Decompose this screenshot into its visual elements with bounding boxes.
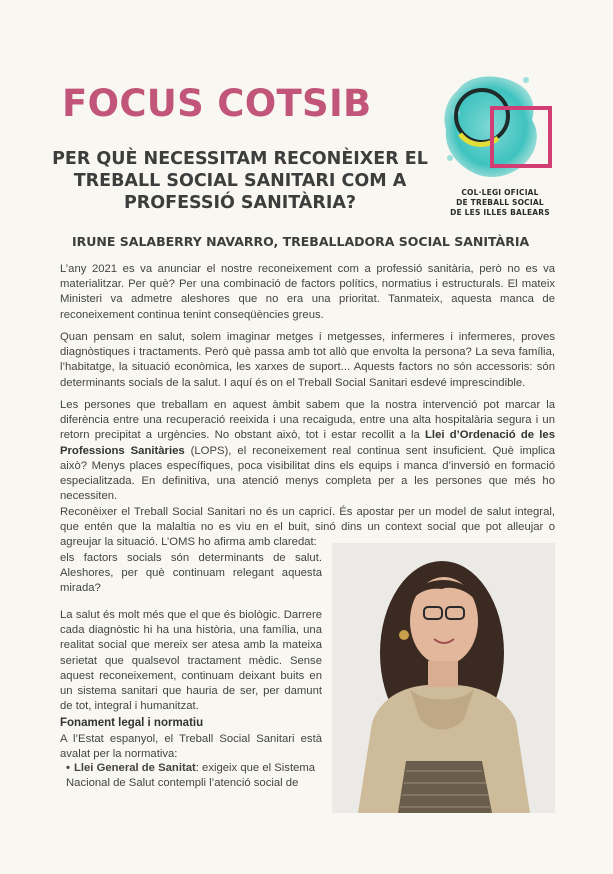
paragraph-1: L’any 2021 es va anunciar el nostre reconeixement com a professió sanitària, però no es va materialitzar. Per què? Per una combinació de factors polítics, normatius i estructurals. El mateix Ministeri va admetre aleshores que no era una prioritat. Tanmateix, aquesta manca de reconeixement continua tenint conseqüències greus. (60, 263, 555, 321)
paragraph-4: Reconèixer el Treball Social Sanitari no és un capricí. És apostar per un model de salut integral, que entén que la malaltia no es viu en el buit, sinó dins un context social que pot alleujar o agreujar la situació. L’OMS ho afirma amb claredat: (60, 506, 555, 549)
paragraph-5: La salut és molt més que el que és biològic. Darrere cada diagnòstic hi ha una història, una família, una realitat social que mereix ser atesa amb la mateixa serietat que qualsevol tractament mèdic. Sense aquest reconeixement, continuam deixant buits en un sistema sanitari que hauria de ser, per damunt de tot, integral i humanitzat. (60, 609, 322, 713)
bullet-icon: • (66, 762, 70, 774)
author-byline: IRUNE SALABERRY NAVARRO, TREBALLADORA SOCIAL SANITÀRIA (72, 234, 530, 249)
article-subtitle: PER QUÈ NECESSITAM RECONÈIXER EL TREBALL SOCIAL SANITARI COM A PROFESSIÓ SANITÀRIA? (52, 149, 428, 213)
paragraph-3: Les persones que treballam en aquest àmbit sabem que la nostra intervenció pot marcar la diferència entre una recuperació reeixida i una recaiguda, entre una alta hospitalària segura i un retorn precipitat a urgències. No obstant això, tot i estar recollit a la Llei d’Ordenació de les Professions Sanitàries (LOPS), el reconeixement real continua sent insuficient. Què implica això? Menys places específiques, poca visibilitat dins els equips i manca d’inversió en formació especialitzada. En definitiva, una atenció menys completa per a les persones que més ho necessiten. (60, 399, 555, 503)
page-title: FOCUS COTSIB (62, 82, 372, 125)
author-photo (332, 543, 555, 813)
list-item: • Llei General de Sanitat: exigeix que el Sistema Nacional de Salut contempli l’atenció social de (66, 762, 316, 789)
legal-heading: Fonament legal i normatiu (60, 717, 204, 729)
legal-intro: A l’Estat espanyol, el Treball Social Sanitari està avalat per la normativa: (60, 733, 322, 761)
paragraph-4-continued: els factors socials són determinants de salut. Aleshores, per què continuam relegant aquesta mirada? (60, 552, 322, 595)
logo-caption: COL·LEGI OFICIAL DE TREBALL SOCIAL DE LES ILLES BALEARS (450, 188, 550, 217)
cotsib-logo-icon (440, 72, 560, 184)
paragraph-2: Quan pensam en salut, solem imaginar metges i metgesses, infermeres i infermeres, proves diagnòstiques i tractaments. Però què passa amb tot allò que envolta la persona? La seva família, l’habitatge, la situació econòmica, les xarxes de suport... Aquests factors no són accessoris: són determinants socials de la salut. I aquí és on el Treball Social Sanitari esdevé imprescindible. (60, 331, 555, 389)
lops-law-name: Llei d’Ordenació de les Professions Sanitàries (60, 429, 555, 457)
